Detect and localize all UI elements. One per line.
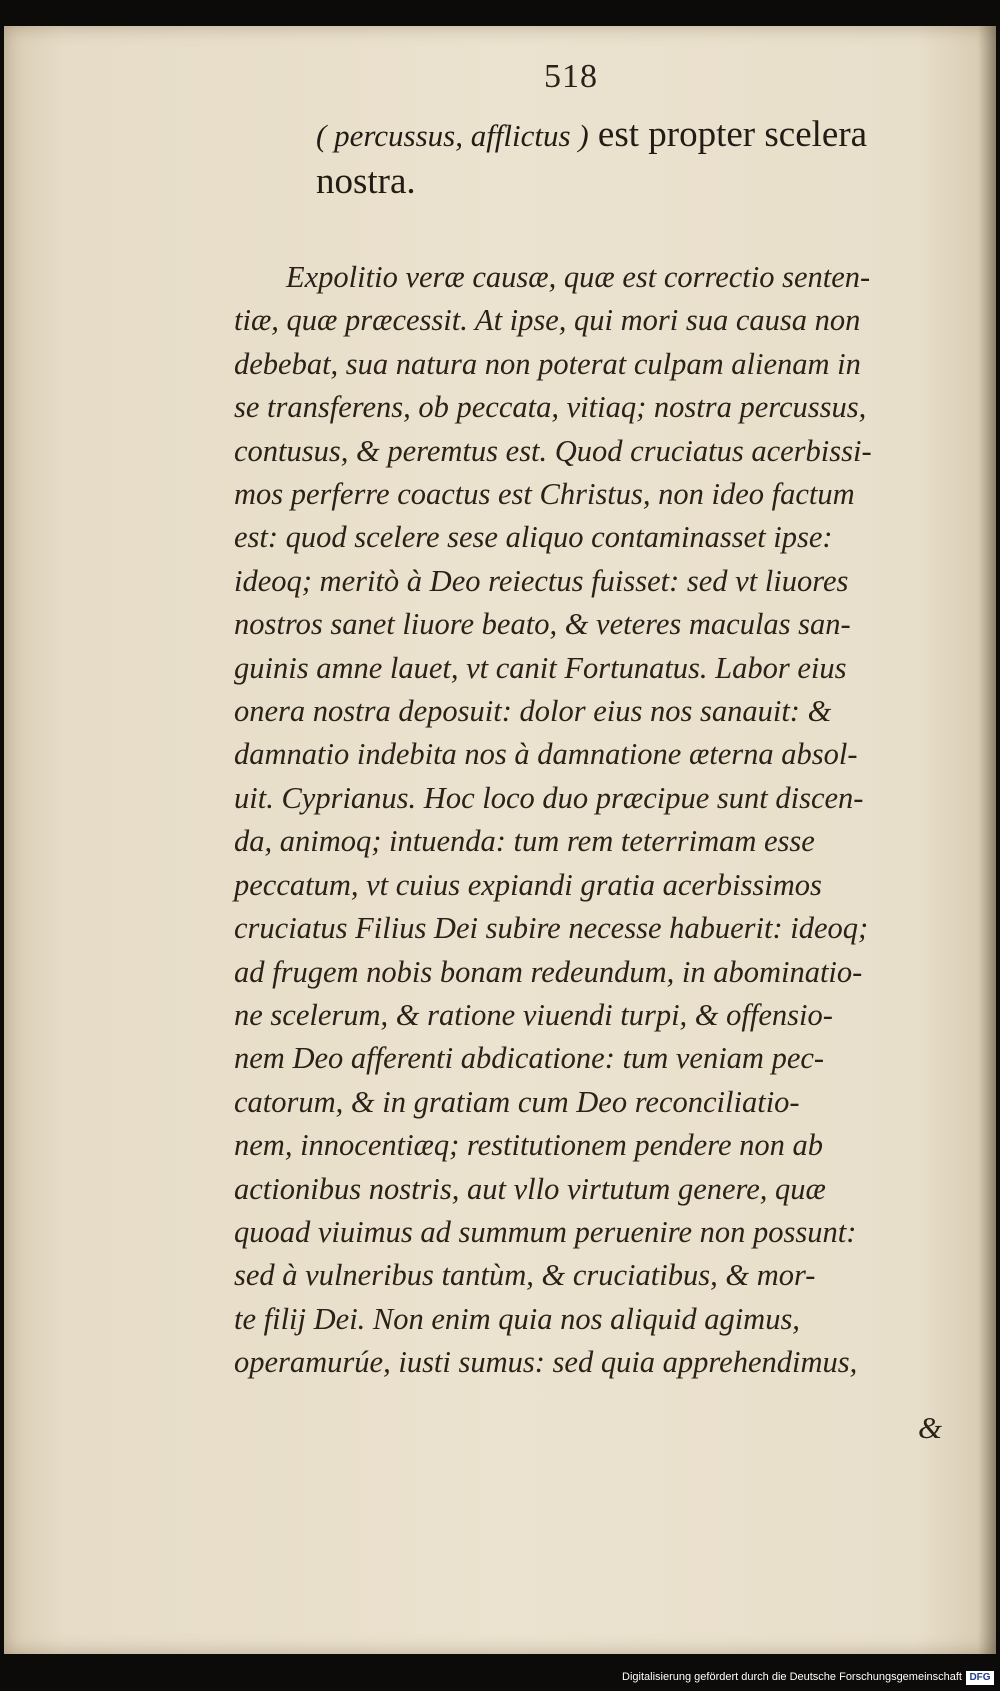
- page-number: 518: [544, 58, 598, 95]
- lead-line-2: nostra.: [316, 161, 416, 202]
- text-line: operamurúe, iusti sumus: sed quia apprehendimus,: [234, 1345, 858, 1380]
- text-line: sed à vulneribus tantùm, & cruciatibus, & mor-: [234, 1258, 816, 1293]
- text-line: ideoq; meritò à Deo reiectus fuisset: sed vt liuores: [234, 563, 849, 598]
- text-line: te filij Dei. Non enim quia nos aliquid agimus,: [234, 1301, 800, 1336]
- text-line: onera nostra deposuit: dolor eius nos sanauit: &: [234, 694, 832, 729]
- text-line: mos perferre coactus est Christus, non ideo factum: [234, 477, 855, 512]
- text-line: catorum, & in gratiam cum Deo reconciliatio-: [234, 1084, 800, 1119]
- text-line: contusus, & peremtus est. Quod cruciatus acerbissi-: [234, 433, 872, 468]
- text-line: nem Deo afferenti abdicatione: tum veniam pec-: [234, 1041, 825, 1076]
- lead-verse: [316, 112, 956, 205]
- text-line: damnatio indebita nos à damnatione æterna absol-: [234, 737, 858, 772]
- lead-roman-text: est propter scelera: [588, 114, 868, 155]
- lead-italic-text: ( percussus, afflictus ): [316, 118, 589, 153]
- text-line: se transferens, ob peccata, vitiaq; nostra percussus,: [234, 390, 867, 425]
- text-line: nem, innocentiæq; restitutionem pendere non ab: [234, 1128, 823, 1163]
- text-line: uit. Cyprianus. Hoc loco duo præcipue sunt discen-: [234, 780, 864, 815]
- book-page: [4, 26, 996, 1654]
- text-line: actionibus nostris, aut vllo virtutum genere, quæ: [234, 1171, 826, 1206]
- text-line: cruciatus Filius Dei subire necesse habuerit: ideoq;: [234, 911, 869, 946]
- text-line: Expolitio veræ causæ, quæ est correctio senten-: [286, 260, 871, 294]
- text-line: da, animoq; intuenda: tum rem teterrimam esse: [234, 824, 815, 859]
- footer-credit: Digitalisierung gefördert durch die Deutsche Forschungsgemeinschaft: [622, 1671, 962, 1683]
- text-line: tiæ, quæ præcessit. At ipse, qui mori sua causa non: [234, 303, 861, 338]
- catchword: &: [918, 1410, 943, 1445]
- text-line: guinis amne lauet, vt canit Fortunatus. Labor eius: [234, 650, 847, 685]
- text-line: peccatum, vt cuius expiandi gratia acerbissimos: [234, 867, 822, 902]
- text-line: nostros sanet liuore beato, & veteres maculas san-: [234, 607, 851, 642]
- text-line: ad frugem nobis bonam redeundum, in abominatio-: [234, 954, 863, 989]
- dfg-logo: DFG: [966, 1671, 994, 1685]
- text-line: debebat, sua natura non poterat culpam alienam in: [234, 346, 861, 381]
- text-line: quoad viuimus ad summum peruenire non possunt:: [234, 1214, 857, 1249]
- text-line: est: quod scelere sese aliquo contaminasset ipse:: [234, 520, 833, 555]
- commentary-text: [234, 256, 952, 1385]
- text-line: ne scelerum, & ratione viuendi turpi, & offensio-: [234, 997, 833, 1032]
